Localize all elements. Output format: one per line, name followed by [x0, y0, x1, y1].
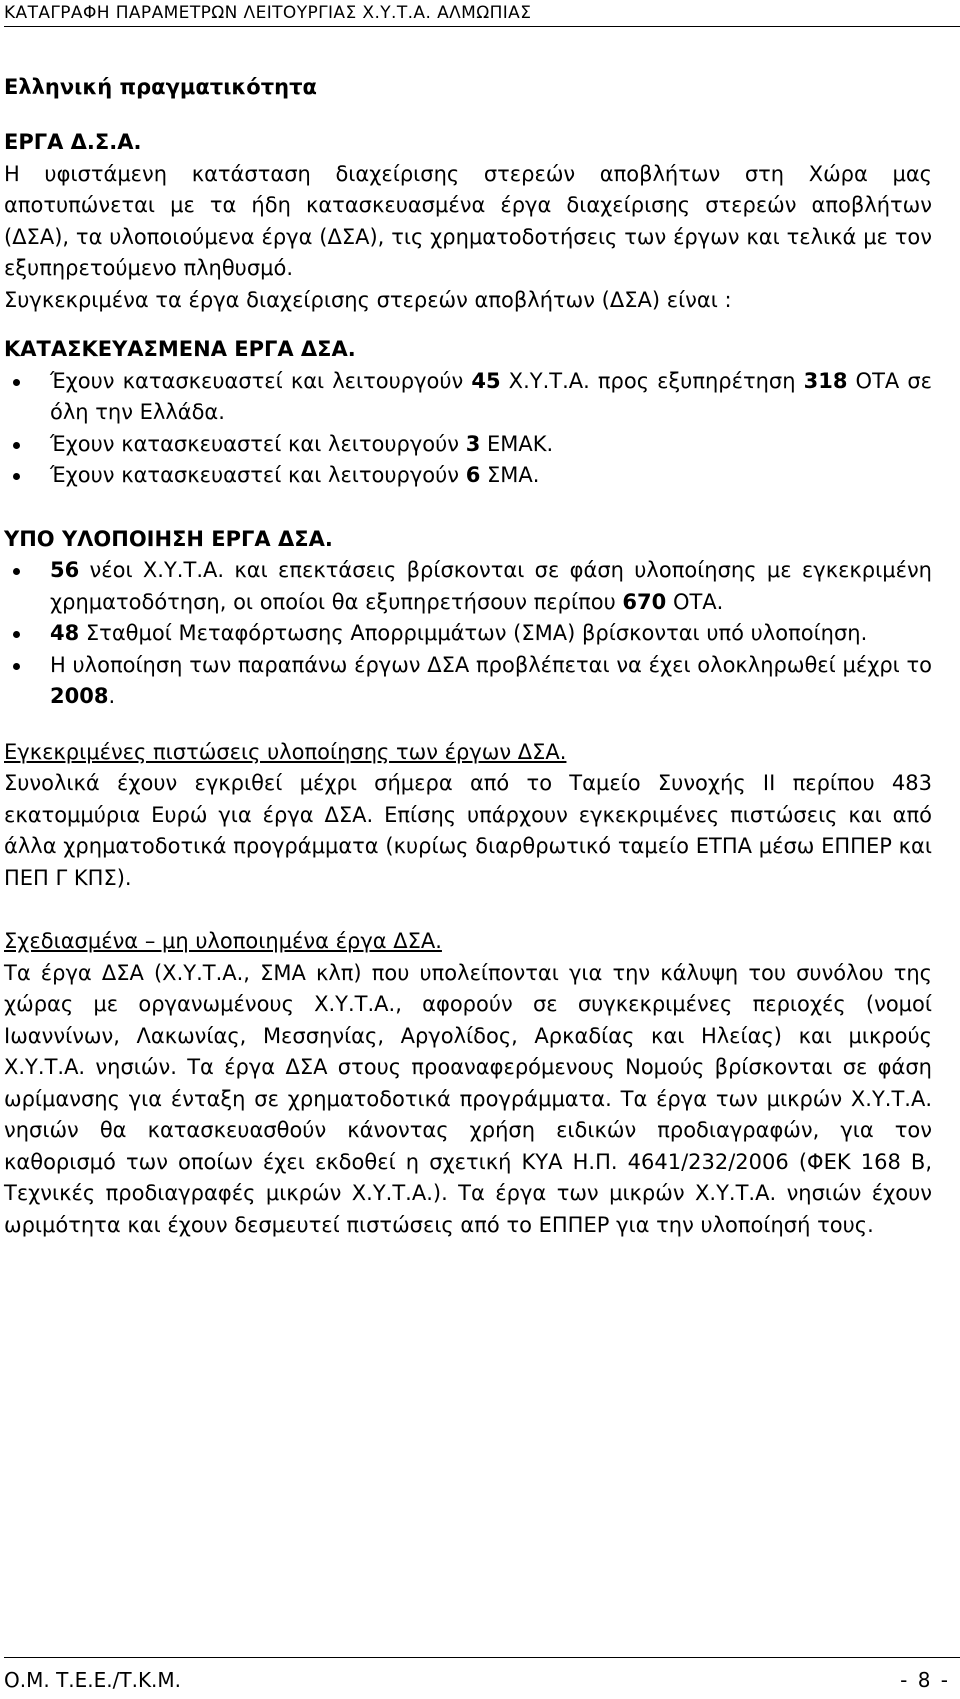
item-text: ΟΤΑ. [666, 589, 724, 614]
list-item [4, 555, 932, 618]
intro-paragraph: Η υφιστάμενη κατάσταση διαχείρισης στερεών αποβλήτων στη Χώρα μας αποτυπώνεται με τα ήδη κατασκευασμένα έργα διαχείρισης στερεών αποβλήτων (ΔΣΑ), τα υλοποιούμενα έργα (ΔΣΑ), τις χρηματοδοτήσεις των έργων και τελικά με τον εξυπηρετούμενο πληθυσμό. [4, 161, 932, 280]
section-heading-funds: Εγκεκριμένες πιστώσεις υλοποίησης των έργων ΔΣΑ. [4, 739, 567, 764]
item-text: Χ.Υ.Τ.Α. προς εξυπηρέτηση [500, 368, 804, 393]
item-number: 670 [622, 589, 667, 614]
item-number: 318 [803, 368, 848, 393]
item-text: Σταθμοί Μεταφόρτωσης Απορριμμάτων (ΣΜΑ) βρίσκονται υπό υλοποίηση. [79, 621, 868, 645]
page-number: - 8 - [900, 1668, 950, 1692]
item-text: . [108, 684, 116, 708]
section-heading-dsa: ΕΡΓΑ Δ.Σ.Α. [4, 130, 142, 154]
item-text: Έχουν κατασκευαστεί και λειτουργούν [50, 368, 472, 393]
page-header: ΚΑΤΑΓΡΑΦΗ ΠΑΡΑΜΕΤΡΩΝ ΛΕΙΤΟΥΡΓΙΑΣ Χ.Υ.Τ.Α. ΑΛΜΩΠΙΑΣ [4, 3, 532, 23]
section-heading-planned: Σχεδιασμένα – μη υλοποιημένα έργα ΔΣΑ. [4, 929, 442, 953]
document-body [4, 127, 932, 1241]
list-item [4, 366, 932, 429]
page-footer [4, 1668, 950, 1692]
list-item [4, 429, 932, 461]
summary-paragraph: Συγκεκριμένα τα έργα διαχείρισης στερεών αποβλήτων (ΔΣΑ) είναι : [4, 287, 732, 312]
item-text: νέοι Χ.Υ.Τ.Α. και επεκτάσεις βρίσκονται σε φάση υλοποίησης με εγκεκριμένη χρηματοδότηση, οι οποίοι θα εξυπηρετήσουν περίπου [50, 558, 932, 614]
item-text: ΕΜΑΚ. [480, 431, 554, 456]
list-item [4, 460, 932, 492]
item-number: 2008 [50, 684, 109, 708]
under-construction-list [4, 555, 932, 713]
item-number: 3 [465, 431, 481, 456]
footer-divider [4, 1657, 960, 1658]
item-text: Έχουν κατασκευαστεί και λειτουργούν [50, 463, 466, 487]
item-number: 45 [471, 368, 501, 393]
section-heading-under-construction: ΥΠΟ ΥΛΟΠΟΙΗΣΗ ΕΡΓΑ ΔΣΑ. [4, 526, 333, 551]
funds-paragraph: Συνολικά έχουν εγκριθεί μέχρι σήμερα από το Ταμείο Συνοχής ΙΙ περίπου 483 εκατομμύρια Ευρώ για έργα ΔΣΑ. Επίσης υπάρχουν εγκεκριμένες πιστώσεις και από άλλα χρηματοδοτικά προγράμματα (κυρίως διαρθρωτικό ταμείο ΕΤΠΑ μέσω ΕΠΠΕΡ και ΠΕΠ Γ ΚΠΣ). [4, 771, 932, 890]
item-number: 6 [465, 463, 481, 487]
list-item [4, 650, 932, 713]
item-number: 56 [50, 558, 80, 582]
footer-organization: Ο.Μ. Τ.Ε.Ε./Τ.Κ.Μ. [4, 1668, 182, 1692]
item-text: Έχουν κατασκευαστεί και λειτουργούν [50, 431, 466, 456]
item-text: ΟΤΑ σε όλη την Ελλάδα. [50, 368, 933, 424]
header-divider [4, 26, 960, 27]
item-text: Η υλοποίηση των παραπάνω έργων ΔΣΑ προβλέπεται να έχει ολοκληρωθεί μέχρι το [50, 652, 932, 677]
list-item [4, 618, 932, 650]
section-heading-built: ΚΑΤΑΣΚΕΥΑΣΜΕΝΑ ΕΡΓΑ ΔΣΑ. [4, 337, 356, 361]
document-title: Ελληνική πραγματικότητα [4, 75, 317, 99]
planned-paragraph: Τα έργα ΔΣΑ (Χ.Υ.Τ.Α., ΣΜΑ κλπ) που υπολείπονται για την κάλυψη του συνόλου της χώρας με οργανωμένους Χ.Υ.Τ.Α., αφορούν σε συγκεκριμένες περιοχές (νομοί Ιωαννίνων, Λακωνίας, Μεσσηνίας, Αργολίδος, Αρκαδίας και Ηλείας) και μικρούς Χ.Υ.Τ.Α. νησιών. Τα έργα ΔΣΑ στους προαναφερόμενους Νομούς βρίσκονται σε φάση ωρίμανσης για ένταξη σε χρηματοδοτικά προγράμματα. Τα έργα των μικρών Χ.Υ.Τ.Α. νησιών θα κατασκευασθούν κάνοντας χρήση ειδικών προδιαγραφών, για τον καθορισμό των οποίων έχει εκδοθεί η σχετική ΚΥΑ Η.Π. 4641/232/2006 (ΦΕΚ 168 Β, Τεχνικές προδιαγραφές μικρών Χ.Υ.Τ.Α.). Τα έργα των μικρών Χ.Υ.Τ.Α. νησιών έχουν ωριμότητα και έχουν δεσμευτεί πιστώσεις από το ΕΠΠΕΡ για την υλοποίησή τους. [4, 960, 932, 1237]
item-number: 48 [50, 621, 80, 645]
item-text: ΣΜΑ. [480, 463, 540, 487]
built-works-list [4, 366, 932, 492]
